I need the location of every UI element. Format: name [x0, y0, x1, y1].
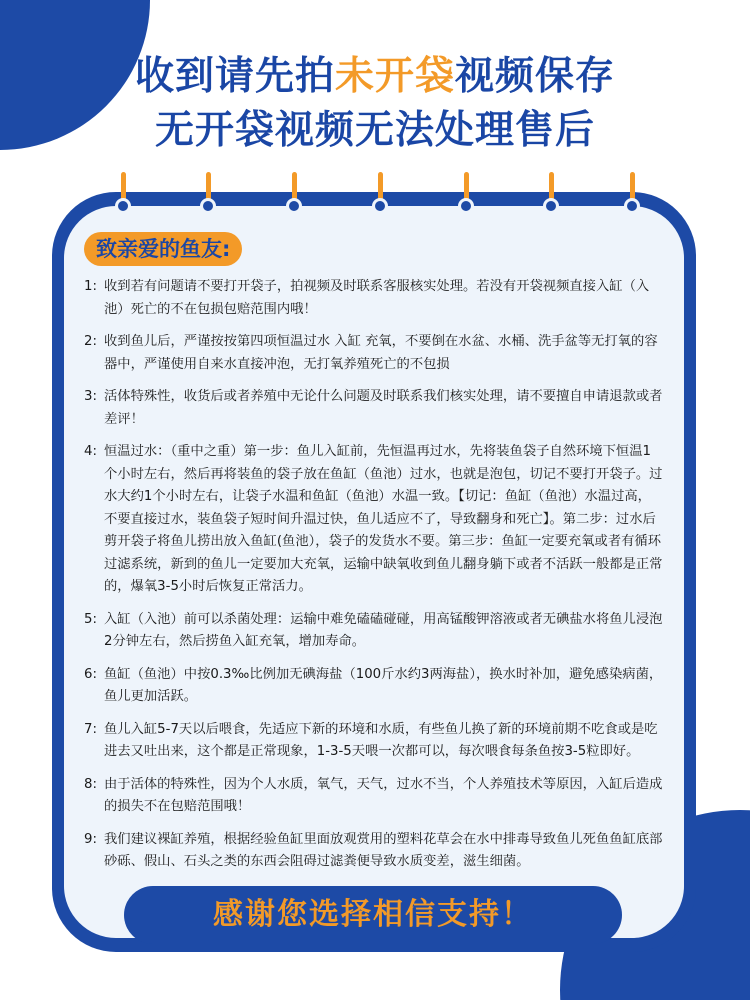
note-item [84, 609, 664, 654]
binder-ring [288, 172, 300, 212]
note-text: 收到若有问题请不要打开袋子，拍视频及时联系客服核实处理。若没有开袋视频直接入缸（入池）死亡的不在包损包赔范围内哦！ [104, 279, 650, 317]
note-text: 由于活体的特殊性，因为个人水质，氧气，天气，过水不当，个人养殖技术等原因，入缸后造成的损失不在包赔范围哦！ [104, 776, 663, 814]
note-text: 活体特殊性，收货后或者养殖中无论什么问题及时联系我们核实处理，请不要擅自申请退款或者差评！ [104, 389, 663, 427]
note-text: 鱼儿入缸5-7天以后喂食，先适应下新的环境和水质，有些鱼儿换了新的环境前期不吃食或是吃进去又吐出来，这个都是正常现象，1-3-5天喂一次都可以，每次喂食每条鱼按3-5粒即好。 [104, 721, 658, 759]
note-number: 3: [84, 389, 97, 404]
note-text: 收到鱼儿后，严谨按按第四项恒温过水 入缸 充氧，不要倒在水盆、水桶、洗手盆等无打氧的容器中，严谨使用自来水直接冲泡，无打氧养殖死亡的不包损 [104, 334, 658, 372]
note-item [84, 829, 664, 874]
note-number: 8: [84, 776, 97, 792]
headline-highlight: 未开袋 [334, 54, 455, 99]
note-text: 入缸（入池）前可以杀菌处理：运输中难免磕磕碰碰，用高锰酸钾溶液或者无碘盐水将鱼儿浸泡2分钟左右，然后捞鱼入缸充氧，增加寿命。 [104, 611, 663, 649]
note-number: 1: [84, 279, 97, 294]
note-number: 2: [84, 334, 97, 349]
note-number: 6: [84, 666, 97, 682]
note-item [84, 441, 664, 599]
binder-ring [202, 172, 214, 212]
note-text: 我们建议裸缸养殖，根据经验鱼缸里面放观赏用的塑料花草会在水中排毒导致鱼儿死鱼鱼缸底部砂砾、假山、石头之类的东西会阻碍过滤粪便导致水质变差，滋生细菌。 [104, 831, 663, 869]
headline-line-1-pre: 收到请先拍 [134, 54, 335, 99]
binder-ring [117, 172, 129, 212]
headline-line-1-post: 视频保存 [455, 54, 616, 99]
notes-list [84, 276, 664, 884]
greeting-label: 致亲爱的鱼友: [84, 232, 242, 266]
thanks-banner: 感谢您选择相信支持！ [124, 886, 622, 944]
binder-ring [374, 172, 386, 212]
binder-ring [460, 172, 472, 212]
note-number: 9: [84, 831, 97, 847]
note-number: 7: [84, 721, 97, 737]
headline [0, 50, 750, 158]
note-number: 4: [84, 444, 97, 459]
note-item [84, 774, 664, 819]
note-number: 5: [84, 611, 97, 627]
note-item [84, 276, 664, 321]
note-text: 恒温过水：（重中之重）第一步：鱼儿入缸前，先恒温再过水，先将装鱼袋子自然环境下恒温1个小时左右，然后再将装鱼的袋子放在鱼缸（鱼池）过水，也就是泡包，切记不要打开袋子。过水大约1个小时左右，让袋子水温和鱼缸（鱼池）水温一致。【切记：鱼缸（鱼池）水温过高，不要直接过水，装鱼袋子短时间升温过快，鱼儿适应不了，导致翻身和死亡】。第二步：过水后剪开袋子将鱼儿捞出放入鱼缸(鱼池），袋子的发货水不要。第三步：鱼缸一定要充氧或者有循环过滤系统，新到的鱼儿一定要加大充氧，运输中缺氧收到鱼儿翻身躺下或者不活跃一般都是正常的，爆氧3-5小时后恢复正常活力。 [104, 444, 663, 594]
note-item [84, 331, 664, 376]
binder-ring [545, 172, 557, 212]
note-item [84, 386, 664, 431]
note-item [84, 664, 664, 709]
note-text: 鱼缸（鱼池）中按0.3‰比例加无碘海盐（100斤水约3两海盐），换水时补加，避免感染病菌，鱼儿更加活跃。 [104, 666, 663, 704]
note-item [84, 719, 664, 764]
headline-line-1 [0, 50, 750, 104]
headline-line-2: 无开袋视频无法处理售后 [154, 108, 595, 153]
binder-ring [626, 172, 638, 212]
